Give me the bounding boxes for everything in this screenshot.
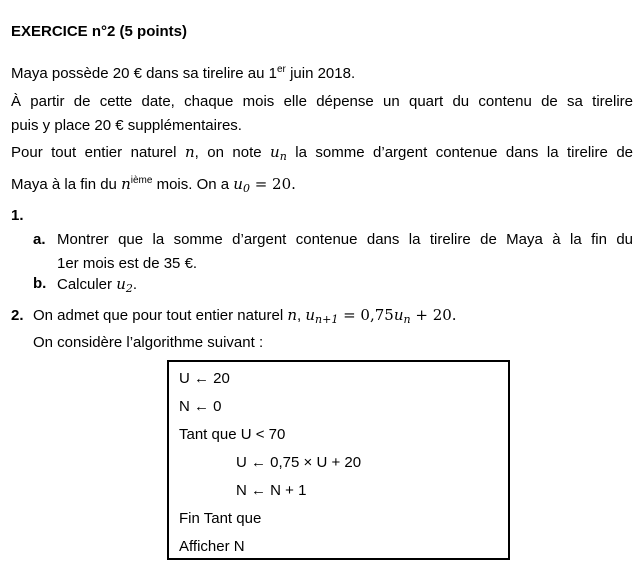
text-run: On admet que pour tout entier naturel	[33, 307, 288, 324]
algorithm-line: Tant que U < 70	[179, 426, 286, 443]
intro-text-before: Maya possède 20 € dans sa tirelire au 1	[11, 65, 277, 82]
question-2-line2: On considère l’algorithme suivant :	[33, 334, 264, 351]
question-1b-label: b.	[33, 275, 47, 292]
paragraph-spending-rule	[11, 90, 633, 138]
paragraph-spending-line2: puis y place 20 € supplémentaires.	[11, 117, 242, 134]
paragraph-sequence-definition	[11, 140, 633, 201]
question-1a-label: a.	[33, 231, 46, 248]
question-1-number: 1.	[11, 207, 24, 224]
math-sub-n: n	[403, 313, 411, 326]
intro-sentence	[11, 58, 355, 86]
question-1a-line1: Montrer que la somme d’argent contenue dans la tirelire de Maya à la fin du	[57, 231, 633, 248]
exercise-title: EXERCICE n°2 (5 points)	[11, 23, 188, 40]
algorithm-line: Afficher N	[179, 538, 245, 555]
algorithm-line: N ← 0	[179, 398, 222, 415]
text-run: .	[132, 276, 138, 293]
question-1a-line2: 1er mois est de 35 €.	[57, 255, 198, 272]
math-sub-2: 2	[125, 282, 133, 295]
math-u: u	[233, 175, 243, 193]
question-1a	[11, 228, 633, 276]
math-u: u	[305, 306, 316, 324]
math-n: n	[184, 143, 195, 161]
ordinal-superscript: er	[277, 64, 286, 75]
math-n: n	[121, 175, 131, 193]
text-run: mois. On a	[152, 176, 234, 193]
algorithm-box	[167, 360, 510, 560]
algorithm-line: N ← N + 1	[236, 482, 307, 499]
question-1b	[11, 272, 633, 301]
algorithm-line: U ← 0,75 × U + 20	[236, 454, 362, 471]
text-run: Calculer	[57, 276, 117, 293]
sequence-definition-line1	[11, 140, 633, 169]
text-run: la somme d’argent contenue dans la tirelire de	[286, 144, 633, 161]
math-plus-20: + 20.	[410, 306, 457, 324]
math-n: n	[287, 306, 297, 324]
math-sub-0: 0	[242, 182, 250, 195]
math-u: u	[116, 275, 126, 293]
question-2-line1	[33, 304, 633, 331]
question-2	[11, 304, 633, 354]
text-run: Pour tout entier naturel	[11, 144, 185, 161]
nth-superscript: ième	[130, 175, 153, 186]
algorithm-line: Fin Tant que	[179, 510, 262, 527]
text-run: , on note	[194, 144, 271, 161]
math-u: u	[270, 143, 280, 161]
intro-text-after: juin 2018.	[285, 65, 356, 82]
text-run: ,	[297, 307, 306, 324]
math-sub-n: n	[279, 150, 287, 163]
sequence-definition-line2	[11, 169, 633, 201]
paragraph-spending-line1: À partir de cette date, chaque mois elle dépense un quart du contenu de sa tirelire	[11, 93, 633, 110]
math-equals-20: = 20.	[249, 175, 296, 193]
math-equals-075: = 0,75	[338, 306, 394, 324]
math-u: u	[393, 306, 404, 324]
text-run: Maya à la fin du	[11, 176, 122, 193]
question-2-label: 2.	[11, 307, 24, 324]
algorithm-line: U ← 20	[179, 370, 230, 387]
math-sub-n-plus-1: n+1	[315, 313, 339, 326]
